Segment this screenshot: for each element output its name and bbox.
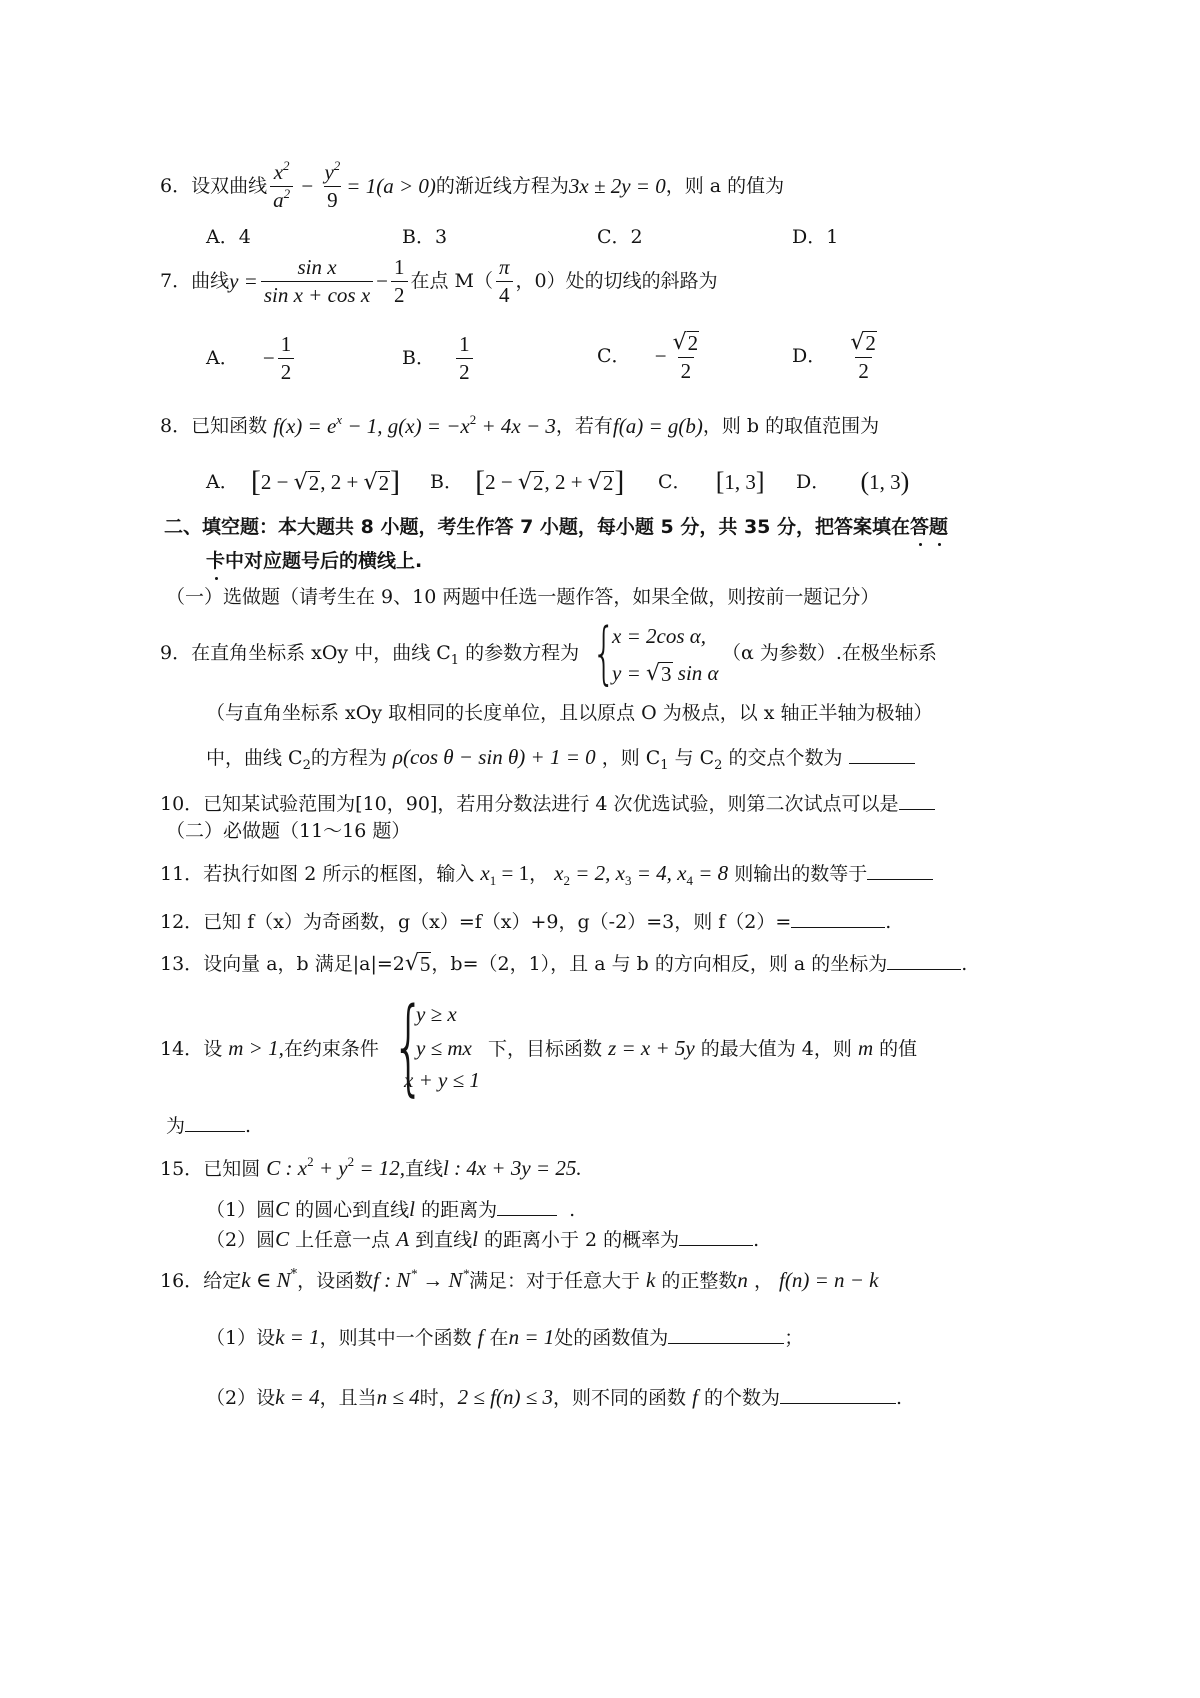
q9-brace: { xyxy=(592,614,616,693)
question-14: 14．设 m > 1,在约束条件 xyxy=(160,1036,379,1060)
q14-constraint-3: x + y ≤ 1 xyxy=(404,1068,480,1092)
q6-text: 设双曲线 xyxy=(191,174,268,197)
question-16: 16．给定k ∈ N*，设函数f : N* → N*满足：对于任意大于 k 的正整数n ， f(n) = n − k xyxy=(160,1266,879,1292)
q14-constraint-1: y ≥ x xyxy=(416,1002,457,1026)
q16-answer-blank-2[interactable] xyxy=(780,1386,896,1404)
q13-answer-blank[interactable] xyxy=(887,952,961,970)
q8-option-b: B． [ 2 − √ 2 , 2 + √ 2 ] xyxy=(430,465,625,498)
q8-option-c: C． [ 1, 3 ] xyxy=(658,467,765,496)
question-15: 15．已知圆 C : $x^2 + y^2 = 12$,直线l : 4x + 3y = 25. xyxy=(160,1154,582,1180)
q6-text-2: 的渐近线方程为 xyxy=(435,174,569,197)
q15-answer-blank-2[interactable] xyxy=(679,1228,753,1246)
q8-option-a: A． [ 2 − √ 2 , 2 + √ 2 ] xyxy=(206,465,401,498)
q15-part-2: （2）圆C 上任意一点 A 到直线l 的距离小于 2 的概率为 . xyxy=(206,1227,760,1251)
q16-answer-blank-1[interactable] xyxy=(668,1326,784,1344)
q10-answer-blank[interactable] xyxy=(899,792,935,810)
q6-option-d: D．1 xyxy=(792,226,839,248)
q6-text-3: ，则 a 的值为 xyxy=(665,174,785,197)
q9-answer-blank[interactable] xyxy=(849,746,915,764)
q6-option-b: B．3 xyxy=(402,226,448,248)
q6-asymptote: 3x ± 2y = 0 xyxy=(568,173,666,198)
elective-heading: （一）选做题（请考生在 9、10 两题中任选一题作答，如果全做，则按前一题记分） xyxy=(166,586,880,608)
question-10: 10．已知某试验范围为[10，90]，若用分数法进行 4 次优选试验，则第二次试点可以是 xyxy=(160,792,935,814)
q6-frac-x: $\frac{x^2}{a^2}$ xyxy=(270,162,293,211)
q6-number: 6． xyxy=(160,174,192,197)
question-6: 6． 设双曲线 $\frac{x^2}{a^2}$ − $\frac{y^2}{9}$ = 1(a > 0) 的渐近线方程为 3x ± 2y = 0 ，则 a 的值为 xyxy=(160,157,785,212)
q8-option-d: D． ( 1, 3 ) xyxy=(796,467,910,496)
section-2-heading: 二、填空题：本大题共 8 小题，考生作答 7 小题，每小题 5 分，共 35 分，把答案填在答题 xyxy=(164,516,949,538)
q12-answer-blank[interactable] xyxy=(791,910,885,928)
q14-constraint-2: y ≤ mx xyxy=(416,1036,472,1060)
section-2-heading-line2: 卡中对应题号后的横线上. xyxy=(206,550,423,572)
q6-frac-y: $\frac{y^2}{9}$ xyxy=(324,157,341,212)
q7-option-d: D． √ 2 2 xyxy=(792,329,876,383)
q9-param-note: （α 为参数）.在极坐标系 xyxy=(722,642,937,664)
q7-frac: $\frac{\text{sin x}}{\text{sin x + cos x}}$ xyxy=(261,257,373,306)
q14-line-2: 为 . xyxy=(166,1115,252,1137)
question-7: 7． 曲线 y = $\frac{\text{sin x}}{\text{sin x + cos x}}$ − $\frac{1}{2}$ 在点 M（ $\frac{\pi}{4}$ ，0）处的切线的斜路为 xyxy=(160,254,718,307)
q9-equation-2: y = √ 3 sin α xyxy=(612,661,719,686)
q7-option-a: A． − $\frac{1}{2}$ xyxy=(206,330,297,386)
q6-option-c: C．2 xyxy=(597,226,643,248)
q11-answer-blank[interactable] xyxy=(867,862,933,880)
q16-part-1: （1）设k = 1，则其中一个函数 f 在n = 1处的函数值为 ； xyxy=(206,1325,804,1349)
question-11: 11．若执行如图 2 所示的框图，输入 $x_1 = 1$， $x_2 = 2$, $x_3 = 4$, $x_4 = 8$ 则输出的数等于 xyxy=(160,862,933,884)
q15-answer-blank-1[interactable] xyxy=(497,1198,557,1216)
q6-equation-tail: = 1(a > 0) xyxy=(346,173,436,198)
q6-option-a: A．4 xyxy=(206,226,251,248)
q14-answer-blank[interactable] xyxy=(185,1114,245,1132)
q9-polar-equation: ρ(cos θ − sin θ) + 1 = 0 xyxy=(392,745,596,769)
question-8: 8． 已知函数 $f(x) = e^x - 1$, $g(x) = -x^2 + 4x - 3$ ，若有 f(a) = g(b) ，则 b 的取值范围为 xyxy=(160,411,880,438)
required-heading: （二）必做题（11～16 题） xyxy=(166,820,411,842)
question-9: 9．在直角坐标系 xOy 中，曲线 $C_1$ 的参数方程为 xyxy=(160,642,580,668)
q7-option-b: B． $\frac{1}{2}$ xyxy=(402,330,476,386)
q9-line-2: （与直角坐标系 xOy 取相同的长度单位，且以原点 O 为极点，以 x 轴正半轴为极轴） xyxy=(206,702,933,724)
q9-equation-1: x = 2cos α, xyxy=(612,624,707,648)
q14-objective-text: 下，目标函数 z = x + 5y 的最大值为 4，则 m 的值 xyxy=(488,1036,918,1060)
q14-brace: { xyxy=(392,985,426,1107)
q15-part-1: （1）圆C 的圆心到直线l 的距离为 . xyxy=(206,1197,576,1221)
q16-part-2: （2）设k = 4，且当n ≤ 4时，2 ≤ f(n) ≤ 3，则不同的函数 f 的个数为 . xyxy=(206,1385,903,1409)
q9-line-3: 中，曲线 $C_2$的方程为 ρ(cos θ − sin θ) + 1 = 0 ，则 $C_1$ 与 $C_2$ 的交点个数为 xyxy=(206,746,915,768)
question-12: 12．已知 f（x）为奇函数，g（x）=f（x）+9，g（-2）=3，则 f（2）= . xyxy=(160,911,892,933)
q7-option-c: C． − √ 2 2 xyxy=(597,329,699,383)
question-13: 13．设向量 a，b 满足|a|=2 √ 5 ，b=（2，1），且 a 与 b 的方向相反，则 a 的坐标为 . xyxy=(160,951,968,976)
